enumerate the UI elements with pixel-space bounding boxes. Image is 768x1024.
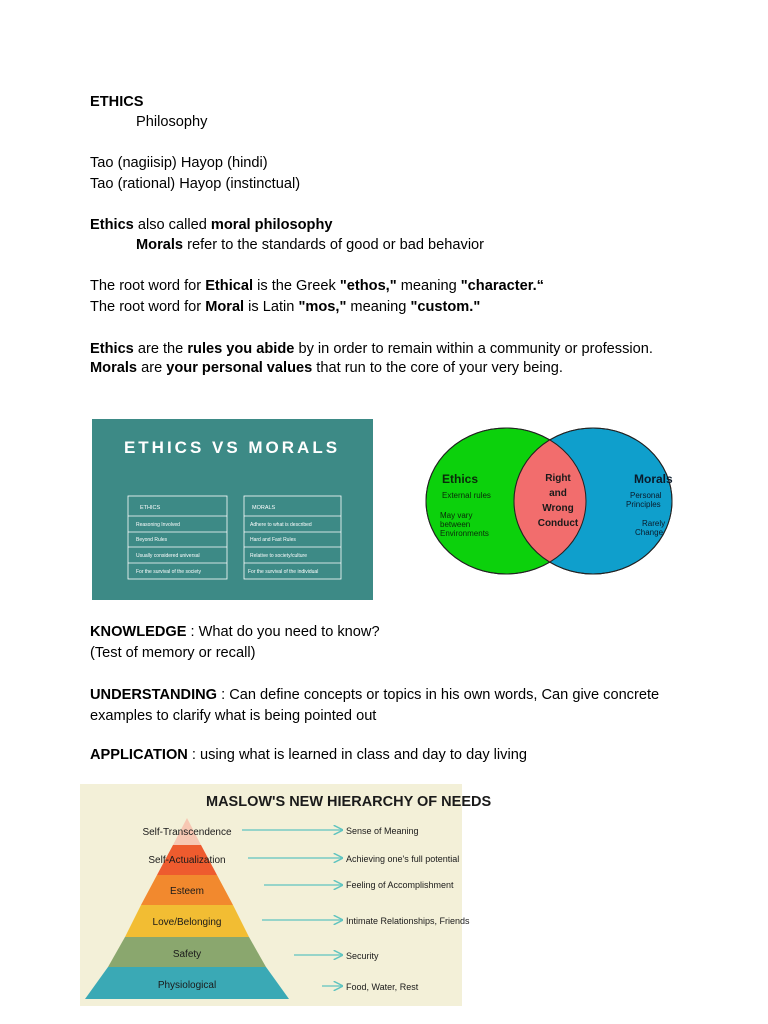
level-label-5: Safety xyxy=(172,949,202,960)
venn-ethics-title: Ethics xyxy=(442,472,479,486)
venn-ethics-line-3: between xyxy=(440,520,471,529)
morals-row-3: Relative to society/culture xyxy=(250,553,307,559)
ethics-title: ETHICS xyxy=(90,94,144,110)
philosophy-label: Philosophy xyxy=(136,114,208,130)
outcome-3: Feeling of Accomplishment xyxy=(346,880,454,890)
venn-center-line-3: Wrong xyxy=(542,503,574,514)
level-label-6: Physiological xyxy=(157,980,217,991)
venn-center-line-4: Conduct xyxy=(537,518,579,529)
level-label-2: Self-Actualization xyxy=(148,855,226,866)
ethics-definition: Ethics also called moral philosophy xyxy=(90,217,333,233)
understanding-paragraph: UNDERSTANDING : Can define concepts or topics in his own words, Can give concrete examples to clarify what is being pointed out xyxy=(90,687,660,724)
application-line: APPLICATION : using what is learned in class and day to day living xyxy=(90,747,527,763)
venn-ethics-line-2: May vary xyxy=(440,511,473,520)
morals-row-1: Adhere to what is described xyxy=(250,522,312,528)
morals-values-line: Morals are your personal values that run to the core of your very being. xyxy=(90,360,563,376)
outcome-2: Achieving one's full potential xyxy=(346,854,460,864)
venn-center-line-1: Right xyxy=(545,473,571,484)
ethics-column-header: ETHICS xyxy=(140,505,161,511)
knowledge-line: KNOWLEDGE : What do you need to know? xyxy=(90,624,380,640)
ethics-row-2: Beyond Rules xyxy=(136,537,168,543)
morals-row-4: For the survival of the individual xyxy=(248,569,319,575)
venn-morals-line-4: Change xyxy=(635,528,664,537)
venn-center-line-2: and xyxy=(549,488,567,499)
knowledge-sub-line: (Test of memory or recall) xyxy=(90,645,256,661)
ethics-vs-morals-title: ETHICS VS MORALS xyxy=(123,438,341,457)
level-label-3: Esteem xyxy=(170,886,204,897)
ethics-morals-venn-diagram xyxy=(400,400,710,600)
outcome-5: Security xyxy=(346,951,379,961)
morals-row-2: Hard and Fast Rules xyxy=(250,537,296,543)
ethics-vs-morals-image xyxy=(92,419,373,600)
ethics-row-3: Usually considered universal xyxy=(136,553,200,559)
ethics-row-1: Reasoning Involved xyxy=(136,522,180,528)
venn-ethics-line-4: Environments xyxy=(440,529,489,538)
morals-definition: Morals refer to the standards of good or bad behavior xyxy=(136,237,485,253)
ethics-rules-line: Ethics are the rules you abide by in order to remain within a community or profession. xyxy=(90,341,653,357)
venn-morals-title: Morals xyxy=(634,472,673,486)
venn-morals-line-3: Rarely xyxy=(642,519,666,528)
level-label-1: Self-Transcendence xyxy=(142,827,232,838)
ethics-row-4: For the survival of the society xyxy=(136,569,202,575)
venn-morals-line-1: Personal xyxy=(630,491,662,500)
morals-column-header: MORALS xyxy=(252,505,276,511)
maslow-title: MASLOW'S NEW HIERARCHY OF NEEDS xyxy=(206,794,492,810)
root-word-ethical: The root word for Ethical is the Greek "ethos," meaning "character.“ xyxy=(90,278,544,294)
venn-ethics-line-1: External rules xyxy=(442,491,491,500)
outcome-4: Intimate Relationships, Friends xyxy=(346,916,470,926)
level-label-4: Love/Belonging xyxy=(152,917,222,928)
root-word-moral: The root word for Moral is Latin "mos," meaning "custom." xyxy=(90,299,481,315)
tao-line-2: Tao (rational) Hayop (instinctual) xyxy=(90,176,301,192)
outcome-6: Food, Water, Rest xyxy=(346,982,419,992)
tao-line-1: Tao (nagiisip) Hayop (hindi) xyxy=(90,155,268,171)
outcome-1: Sense of Meaning xyxy=(346,826,419,836)
venn-morals-line-2: Principles xyxy=(626,500,661,509)
maslow-hierarchy-image xyxy=(80,784,492,1006)
